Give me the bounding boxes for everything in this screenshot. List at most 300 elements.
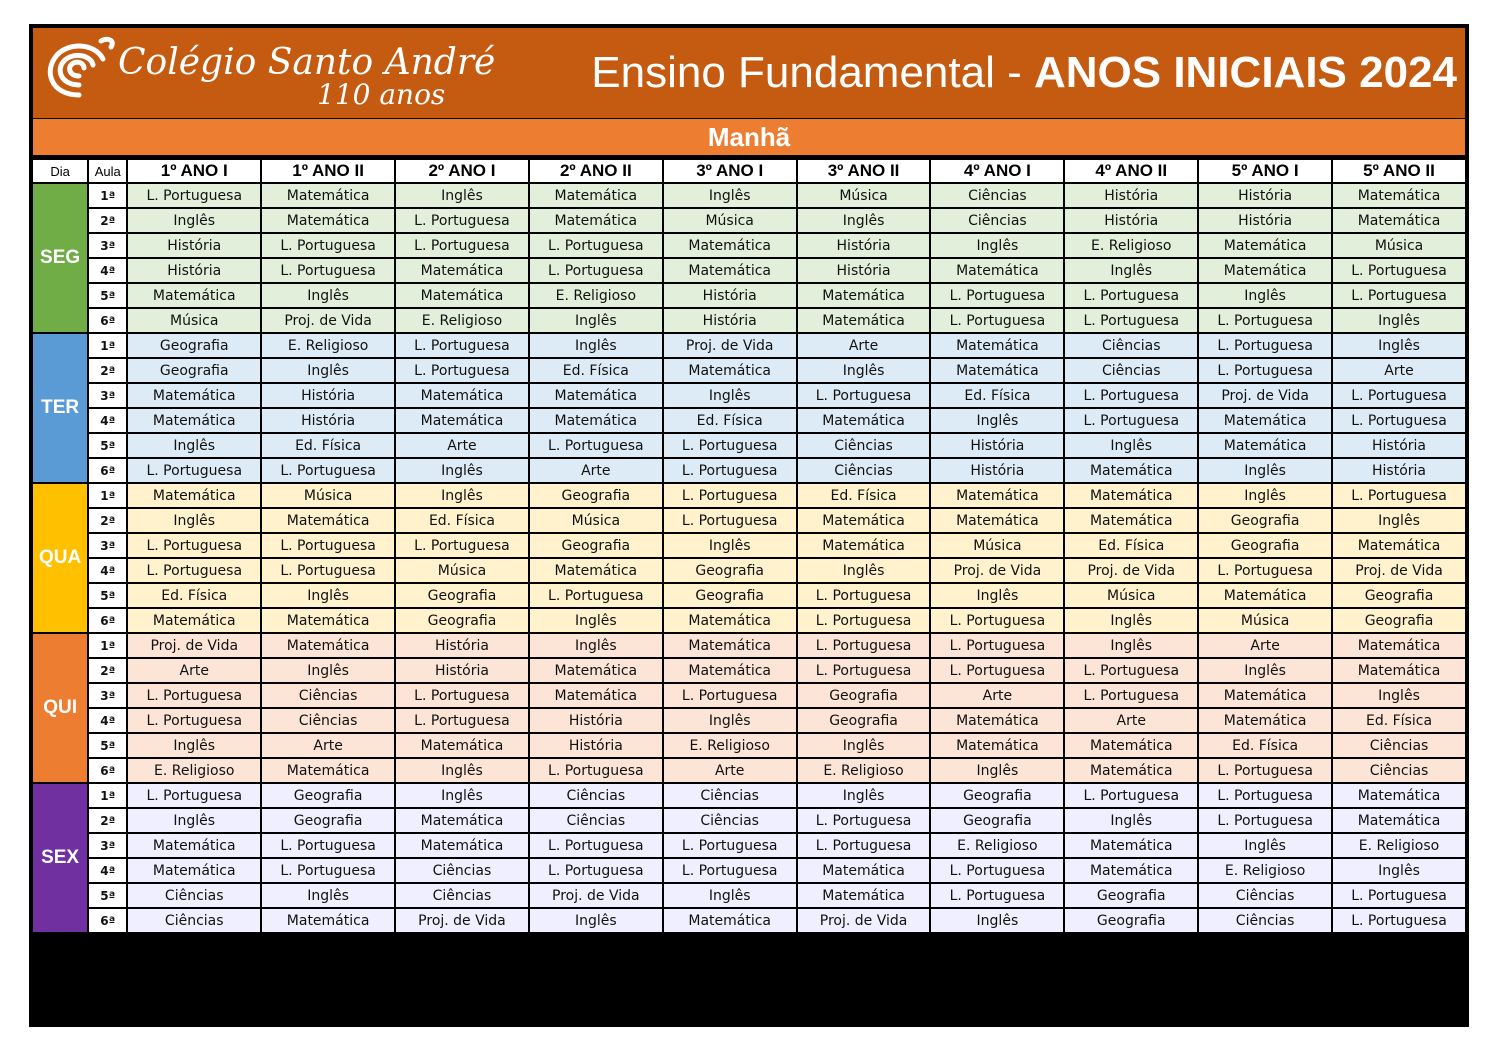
subject-cell: L. Portuguesa — [127, 683, 261, 708]
subject-cell: Matemática — [529, 658, 663, 683]
subject-cell: L. Portuguesa — [261, 858, 395, 883]
subject-cell: L. Portuguesa — [1198, 308, 1332, 333]
subject-cell: L. Portuguesa — [663, 508, 797, 533]
subject-cell: L. Portuguesa — [797, 583, 931, 608]
subject-cell: Música — [529, 508, 663, 533]
subject-cell: Matemática — [127, 833, 261, 858]
subject-cell: L. Portuguesa — [395, 358, 529, 383]
table-row — [32, 658, 1466, 683]
title-regular: Ensino Fundamental - — [591, 48, 1034, 97]
subject-cell: Ed. Física — [1198, 733, 1332, 758]
subject-cell: Geografia — [127, 358, 261, 383]
subject-cell: L. Portuguesa — [930, 858, 1064, 883]
table-row — [32, 808, 1466, 833]
subject-cell: L. Portuguesa — [1064, 408, 1198, 433]
subject-cell: L. Portuguesa — [127, 183, 261, 208]
subject-cell: L. Portuguesa — [529, 258, 663, 283]
subject-cell: Matemática — [930, 508, 1064, 533]
subject-cell: Matemática — [930, 258, 1064, 283]
table-row — [32, 883, 1466, 908]
subject-cell: Música — [1332, 233, 1466, 258]
subject-cell: L. Portuguesa — [1198, 558, 1332, 583]
school-logo-icon — [39, 33, 119, 103]
table-row — [32, 508, 1466, 533]
lesson-number: 6ª — [88, 758, 127, 783]
subject-cell: História — [529, 708, 663, 733]
subject-cell: Geografia — [1198, 508, 1332, 533]
subject-cell: L. Portuguesa — [529, 433, 663, 458]
subject-cell: Matemática — [127, 858, 261, 883]
subject-cell: Inglês — [529, 333, 663, 358]
subject-cell: Ciências — [1064, 358, 1198, 383]
subject-cell: L. Portuguesa — [663, 683, 797, 708]
subject-cell: Proj. de Vida — [1064, 558, 1198, 583]
subject-cell: Proj. de Vida — [1332, 558, 1466, 583]
subject-cell: Matemática — [529, 683, 663, 708]
subject-cell: Matemática — [797, 308, 931, 333]
lesson-number: 5ª — [88, 583, 127, 608]
lesson-number: 6ª — [88, 608, 127, 633]
subject-cell: Proj. de Vida — [663, 333, 797, 358]
lesson-number: 3ª — [88, 683, 127, 708]
subject-cell: Proj. de Vida — [127, 633, 261, 658]
subject-cell: Matemática — [1198, 433, 1332, 458]
subject-cell: Ciências — [797, 433, 931, 458]
class-header: 3º ANO I — [663, 159, 797, 183]
class-header: 2º ANO II — [529, 159, 663, 183]
subject-cell: Geografia — [797, 683, 931, 708]
subject-cell: Matemática — [261, 183, 395, 208]
day-label: SEG — [32, 183, 88, 333]
subject-cell: Matemática — [395, 808, 529, 833]
lesson-number: 1ª — [88, 483, 127, 508]
subject-cell: Ciências — [1198, 883, 1332, 908]
table-row — [32, 183, 1466, 208]
class-header: 1º ANO II — [261, 159, 395, 183]
subject-cell: L. Portuguesa — [1064, 308, 1198, 333]
subject-cell: Música — [663, 208, 797, 233]
subject-cell: Matemática — [1198, 408, 1332, 433]
class-header: 4º ANO I — [930, 159, 1064, 183]
table-row — [32, 683, 1466, 708]
subject-cell: Inglês — [797, 358, 931, 383]
subject-cell: Inglês — [930, 908, 1064, 933]
subject-cell: Ed. Física — [663, 408, 797, 433]
subject-cell: Matemática — [529, 383, 663, 408]
school-name: Colégio Santo André — [118, 42, 496, 83]
subject-cell: Inglês — [1198, 483, 1332, 508]
day-label: TER — [32, 333, 88, 483]
subject-cell: Inglês — [797, 558, 931, 583]
subject-cell: Ciências — [1064, 333, 1198, 358]
subject-cell: Geografia — [930, 783, 1064, 808]
subject-cell: Geografia — [1064, 883, 1198, 908]
subject-cell: Inglês — [261, 283, 395, 308]
class-header: 2º ANO I — [395, 159, 529, 183]
subject-cell: L. Portuguesa — [395, 708, 529, 733]
subject-cell: Matemática — [395, 408, 529, 433]
subject-cell: Matemática — [663, 608, 797, 633]
subject-cell: L. Portuguesa — [261, 458, 395, 483]
subject-cell: História — [1064, 208, 1198, 233]
subject-cell: Matemática — [1332, 633, 1466, 658]
subject-cell: Matemática — [1198, 583, 1332, 608]
day-label: QUA — [32, 483, 88, 633]
subject-cell: L. Portuguesa — [127, 558, 261, 583]
subject-cell: História — [663, 308, 797, 333]
subject-cell: História — [127, 258, 261, 283]
lesson-number: 1ª — [88, 783, 127, 808]
subject-cell: L. Portuguesa — [261, 533, 395, 558]
subject-cell: História — [395, 658, 529, 683]
subject-cell: Música — [127, 308, 261, 333]
subject-cell: Matemática — [261, 908, 395, 933]
subject-cell: L. Portuguesa — [395, 533, 529, 558]
lesson-number: 2ª — [88, 658, 127, 683]
subject-cell: L. Portuguesa — [930, 883, 1064, 908]
lesson-number: 3ª — [88, 833, 127, 858]
shift-label: Manhã — [33, 119, 1465, 155]
subject-cell: Matemática — [1064, 733, 1198, 758]
subject-cell: L. Portuguesa — [261, 258, 395, 283]
subject-cell: Geografia — [797, 708, 931, 733]
subject-cell: Matemática — [797, 408, 931, 433]
subject-cell: L. Portuguesa — [930, 308, 1064, 333]
subject-cell: L. Portuguesa — [1064, 783, 1198, 808]
subject-cell: História — [261, 383, 395, 408]
lesson-number: 6ª — [88, 308, 127, 333]
subject-cell: Inglês — [395, 758, 529, 783]
subject-cell: L. Portuguesa — [797, 808, 931, 833]
subject-cell: Proj. de Vida — [930, 558, 1064, 583]
subject-cell: Ciências — [127, 883, 261, 908]
subject-cell: Matemática — [663, 233, 797, 258]
subject-cell: L. Portuguesa — [127, 783, 261, 808]
class-header: 5º ANO II — [1332, 159, 1466, 183]
subject-cell: Inglês — [1064, 808, 1198, 833]
table-row — [32, 308, 1466, 333]
lesson-number: 1ª — [88, 333, 127, 358]
title-bold: ANOS INICIAIS 2024 — [1033, 48, 1457, 97]
subject-cell: L. Portuguesa — [797, 633, 931, 658]
subject-cell: L. Portuguesa — [395, 683, 529, 708]
subject-cell: L. Portuguesa — [663, 458, 797, 483]
subject-cell: Ciências — [1332, 758, 1466, 783]
subject-cell: Geografia — [529, 483, 663, 508]
subject-cell: Ciências — [261, 683, 395, 708]
subject-cell: Inglês — [663, 533, 797, 558]
subject-cell: Matemática — [1332, 183, 1466, 208]
subject-cell: Inglês — [395, 483, 529, 508]
subject-cell: História — [930, 458, 1064, 483]
page-title — [591, 48, 1457, 98]
subject-cell: Matemática — [1332, 208, 1466, 233]
subject-cell: Matemática — [395, 258, 529, 283]
subject-cell: Matemática — [529, 558, 663, 583]
subject-cell: L. Portuguesa — [261, 558, 395, 583]
subject-cell: Ciências — [797, 458, 931, 483]
class-header: 1º ANO I — [127, 159, 261, 183]
subject-cell: História — [1198, 208, 1332, 233]
table-row — [32, 233, 1466, 258]
lesson-number: 4ª — [88, 408, 127, 433]
subject-cell: Ed. Física — [930, 383, 1064, 408]
subject-cell: L. Portuguesa — [529, 858, 663, 883]
subject-cell: Matemática — [261, 508, 395, 533]
subject-cell: Proj. de Vida — [261, 308, 395, 333]
subject-cell: Ciências — [663, 783, 797, 808]
subject-cell: Geografia — [127, 333, 261, 358]
lesson-number: 3ª — [88, 533, 127, 558]
subject-cell: Ciências — [395, 883, 529, 908]
subject-cell: Inglês — [1198, 658, 1332, 683]
subject-cell: E. Religioso — [261, 333, 395, 358]
subject-cell: Proj. de Vida — [797, 908, 931, 933]
subject-cell: Inglês — [395, 183, 529, 208]
subject-cell: Proj. de Vida — [395, 908, 529, 933]
subject-cell: Inglês — [1064, 633, 1198, 658]
subject-cell: Matemática — [261, 758, 395, 783]
subject-cell: Matemática — [663, 633, 797, 658]
subject-cell: Matemática — [395, 733, 529, 758]
subject-cell: Inglês — [127, 433, 261, 458]
subject-cell: Matemática — [529, 208, 663, 233]
subject-cell: E. Religioso — [1332, 833, 1466, 858]
subject-cell: Música — [930, 533, 1064, 558]
subject-cell: E. Religioso — [127, 758, 261, 783]
lesson-column-header: Aula — [88, 159, 127, 183]
footer-bar — [29, 993, 1469, 1027]
table-row — [32, 783, 1466, 808]
table-row — [32, 258, 1466, 283]
subject-cell: Matemática — [127, 608, 261, 633]
subject-cell: Matemática — [1064, 858, 1198, 883]
subject-cell: L. Portuguesa — [663, 858, 797, 883]
subject-cell: Ciências — [1332, 733, 1466, 758]
subject-cell: Matemática — [127, 383, 261, 408]
header-banner — [33, 28, 1465, 118]
subject-cell: L. Portuguesa — [1198, 358, 1332, 383]
table-row — [32, 208, 1466, 233]
table-row — [32, 733, 1466, 758]
subject-cell: L. Portuguesa — [1198, 783, 1332, 808]
subject-cell: Matemática — [127, 483, 261, 508]
subject-cell: Proj. de Vida — [529, 883, 663, 908]
subject-cell: L. Portuguesa — [663, 433, 797, 458]
subject-cell: Matemática — [1332, 783, 1466, 808]
day-label: QUI — [32, 633, 88, 783]
subject-cell: Inglês — [1332, 858, 1466, 883]
subject-cell: L. Portuguesa — [1332, 908, 1466, 933]
table-row — [32, 858, 1466, 883]
table-row — [32, 333, 1466, 358]
subject-cell: E. Religioso — [395, 308, 529, 333]
subject-cell: Matemática — [797, 533, 931, 558]
subject-cell: Geografia — [663, 583, 797, 608]
subject-cell: E. Religioso — [1064, 233, 1198, 258]
subject-cell: Ciências — [663, 808, 797, 833]
subject-cell: L. Portuguesa — [663, 483, 797, 508]
subject-cell: Inglês — [1332, 683, 1466, 708]
subject-cell: Inglês — [395, 458, 529, 483]
subject-cell: L. Portuguesa — [930, 608, 1064, 633]
subject-cell: Matemática — [127, 283, 261, 308]
subject-cell: L. Portuguesa — [1332, 258, 1466, 283]
lesson-number: 4ª — [88, 858, 127, 883]
lesson-number: 2ª — [88, 508, 127, 533]
subject-cell: Geografia — [261, 808, 395, 833]
subject-cell: História — [261, 408, 395, 433]
subject-cell: História — [930, 433, 1064, 458]
lesson-number: 4ª — [88, 258, 127, 283]
subject-cell: Matemática — [797, 508, 931, 533]
subject-cell: Ed. Física — [127, 583, 261, 608]
subject-cell: Inglês — [1332, 333, 1466, 358]
subject-cell: Matemática — [261, 608, 395, 633]
subject-cell: Inglês — [1064, 258, 1198, 283]
subject-cell: Geografia — [261, 783, 395, 808]
subject-cell: Inglês — [663, 883, 797, 908]
day-label: SEX — [32, 783, 88, 933]
subject-cell: L. Portuguesa — [261, 833, 395, 858]
subject-cell: Geografia — [1332, 608, 1466, 633]
subject-cell: L. Portuguesa — [930, 283, 1064, 308]
lesson-number: 5ª — [88, 883, 127, 908]
subject-cell: Inglês — [797, 733, 931, 758]
subject-cell: Inglês — [1064, 608, 1198, 633]
lesson-number: 5ª — [88, 283, 127, 308]
subject-cell: L. Portuguesa — [1198, 333, 1332, 358]
lesson-number: 1ª — [88, 633, 127, 658]
lesson-number: 6ª — [88, 908, 127, 933]
subject-cell: Arte — [395, 433, 529, 458]
subject-cell: L. Portuguesa — [797, 658, 931, 683]
subject-cell: Matemática — [1198, 708, 1332, 733]
subject-cell: Geografia — [529, 533, 663, 558]
subject-cell: Matemática — [395, 833, 529, 858]
subject-cell: L. Portuguesa — [261, 233, 395, 258]
subject-cell: Arte — [127, 658, 261, 683]
table-row — [32, 408, 1466, 433]
subject-cell: Matemática — [261, 633, 395, 658]
subject-cell: Ciências — [261, 708, 395, 733]
subject-cell: Matemática — [529, 408, 663, 433]
subject-cell: L. Portuguesa — [663, 833, 797, 858]
subject-cell: Inglês — [261, 658, 395, 683]
subject-cell: E. Religioso — [930, 833, 1064, 858]
table-row — [32, 833, 1466, 858]
subject-cell: L. Portuguesa — [1198, 808, 1332, 833]
subject-cell: Música — [261, 483, 395, 508]
subject-cell: História — [1064, 183, 1198, 208]
subject-cell: Inglês — [127, 208, 261, 233]
subject-cell: L. Portuguesa — [529, 233, 663, 258]
subject-cell: Matemática — [1198, 258, 1332, 283]
subject-cell: Matemática — [663, 908, 797, 933]
subject-cell: História — [127, 233, 261, 258]
subject-cell: Inglês — [261, 883, 395, 908]
lesson-number: 5ª — [88, 433, 127, 458]
subject-cell: L. Portuguesa — [1064, 658, 1198, 683]
timetable — [31, 158, 1467, 934]
subject-cell: Inglês — [797, 783, 931, 808]
subject-cell: Inglês — [529, 908, 663, 933]
subject-cell: Ed. Física — [261, 433, 395, 458]
lesson-number: 1ª — [88, 183, 127, 208]
lesson-number: 5ª — [88, 733, 127, 758]
subject-cell: Arte — [529, 458, 663, 483]
subject-cell: Inglês — [663, 183, 797, 208]
subject-cell: Matemática — [1198, 233, 1332, 258]
table-row — [32, 458, 1466, 483]
subject-cell: Matemática — [395, 383, 529, 408]
table-row — [32, 383, 1466, 408]
subject-cell: Inglês — [127, 808, 261, 833]
subject-cell: Geografia — [395, 583, 529, 608]
subject-cell: Matemática — [663, 358, 797, 383]
subject-cell: L. Portuguesa — [1332, 883, 1466, 908]
subject-cell: Matemática — [1064, 833, 1198, 858]
subject-cell: Arte — [1332, 358, 1466, 383]
subject-cell: Ciências — [930, 208, 1064, 233]
subject-cell: Inglês — [1332, 508, 1466, 533]
subject-cell: Inglês — [395, 783, 529, 808]
subject-cell: Música — [395, 558, 529, 583]
subject-cell: L. Portuguesa — [127, 533, 261, 558]
subject-cell: Ciências — [1198, 908, 1332, 933]
class-header: 4º ANO II — [1064, 159, 1198, 183]
table-row — [32, 758, 1466, 783]
table-row — [32, 358, 1466, 383]
subject-cell: Arte — [930, 683, 1064, 708]
subject-cell: Ed. Física — [1332, 708, 1466, 733]
subject-cell: L. Portuguesa — [1332, 408, 1466, 433]
subject-cell: Ciências — [395, 858, 529, 883]
subject-cell: História — [797, 233, 931, 258]
subject-cell: Matemática — [1064, 458, 1198, 483]
table-row — [32, 583, 1466, 608]
subject-cell: L. Portuguesa — [930, 658, 1064, 683]
subject-cell: Arte — [1198, 633, 1332, 658]
subject-cell: Matemática — [1332, 808, 1466, 833]
subject-cell: E. Religioso — [663, 733, 797, 758]
subject-cell: L. Portuguesa — [395, 233, 529, 258]
subject-cell: L. Portuguesa — [1332, 483, 1466, 508]
subject-cell: História — [797, 258, 931, 283]
lesson-number: 2ª — [88, 208, 127, 233]
subject-cell: Inglês — [930, 583, 1064, 608]
subject-cell: Música — [1064, 583, 1198, 608]
subject-cell: Ed. Física — [797, 483, 931, 508]
subject-cell: Música — [797, 183, 931, 208]
schedule-sheet — [29, 24, 1469, 1027]
subject-cell: L. Portuguesa — [529, 583, 663, 608]
subject-cell: Inglês — [1198, 833, 1332, 858]
subject-cell: Ciências — [930, 183, 1064, 208]
subject-cell: História — [395, 633, 529, 658]
subject-cell: Inglês — [261, 583, 395, 608]
subject-cell: Inglês — [127, 733, 261, 758]
subject-cell: E. Religioso — [529, 283, 663, 308]
subject-cell: L. Portuguesa — [1064, 283, 1198, 308]
subject-cell: Matemática — [1332, 533, 1466, 558]
subject-cell: L. Portuguesa — [1064, 683, 1198, 708]
lesson-number: 2ª — [88, 808, 127, 833]
subject-cell: L. Portuguesa — [395, 333, 529, 358]
lesson-number: 6ª — [88, 458, 127, 483]
table-row — [32, 908, 1466, 933]
subject-cell: Matemática — [395, 283, 529, 308]
